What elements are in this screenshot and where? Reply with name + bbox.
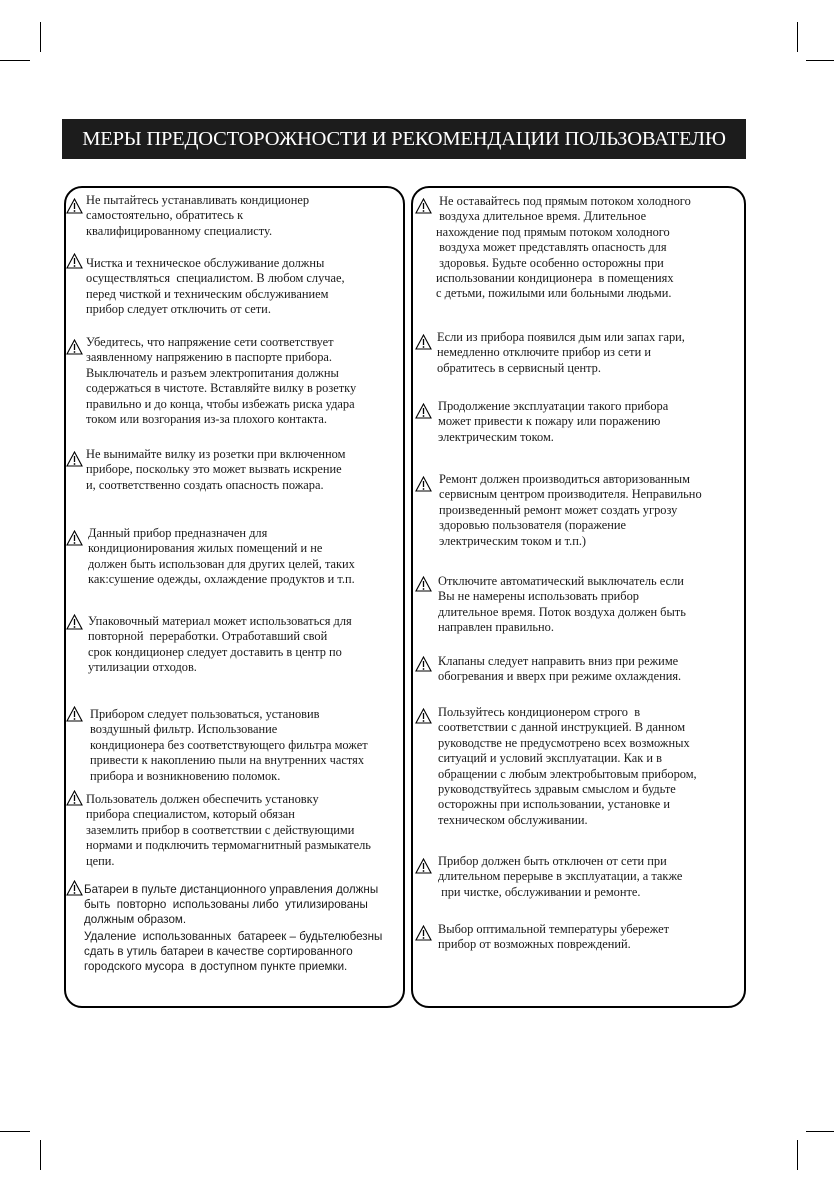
precaution-note: Продолжение эксплуатации такого прибора может привести к пожару или поражению электрическим током. [438,399,669,444]
warning-triangle-icon [415,708,432,724]
precaution-note: Батареи в пульте дистанционного управления должны быть повторно использованы либо утилизированы должным образом. [84,883,379,926]
precaution-note: Чистка и техническое обслуживание должны осуществляться специалистом. В любом случае, перед чисткой и техническим обслуживанием прибор следует отключить от сети. [86,256,345,317]
precaution-note: Данный прибор предназначен для кондиционирования жилых помещений и не должен быть использован для других целей, таких как:сушение одежды, охлаждение продуктов и т.п. [88,526,355,587]
precaution-note: Не пытайтесь устанавливать кондиционер самостоятельно, обратитесь к квалифицированному специалисту. [86,193,310,238]
warning-triangle-icon [66,880,83,896]
crop-mark [797,1140,798,1170]
battery-disposal-note: Удаление использованных батареек – будьтелюбезны сдать в утиль батареи в качестве сортированного городского мусора в доступном пункте приемки. [84,930,383,973]
warning-triangle-icon [66,253,83,269]
crop-mark [806,60,834,61]
warning-triangle-icon [415,858,432,874]
page-title-banner [62,119,746,159]
crop-mark [806,1131,834,1132]
crop-mark [40,1140,41,1170]
precaution-note: Пользователь должен обеспечить установку прибора специалистом, который обязан заземлить прибор в соответствии с действующими нормами и подключить термомагнитный размыкатель цепи. [86,792,371,868]
crop-mark [797,22,798,52]
warning-triangle-icon [66,706,83,722]
warning-triangle-icon [415,476,432,492]
precaution-note: Клапаны следует направить вниз при режиме обогревания и вверх при режиме охлаждения. [438,654,682,684]
precaution-note: Прибором следует пользоваться, установив воздушный фильтр. Использование кондиционера без соответствующего фильтра может привести к накоплению пыли на внутренних частях прибора и возникновению поломок. [90,707,368,783]
crop-mark [0,1131,30,1132]
warning-triangle-icon [66,198,83,214]
warning-triangle-icon [415,403,432,419]
precaution-note: Отключите автоматический выключатель если Вы не намерены использовать прибор длительное время. Поток воздуха должен быть направлен правильно. [438,574,686,635]
crop-mark [40,22,41,52]
precaution-note: Не вынимайте вилку из розетки при включенном приборе, поскольку это может вызвать искрение и, соответственно создать опасность пожара. [86,447,346,492]
precaution-note: Не оставайтесь под прямым потоком холодного воздуха длительное время. Длительное нахождение под прямым потоком холодного воздуха может представлять опасность для здоровья. Будьте особенно осторожны при использовании кондиционера в помещениях с детьми, пожилыми или больными людьми. [436,194,691,301]
precaution-note: Упаковочный материал может использоваться для повторной переработки. Отработавший свой срок кондиционер следует доставить в центр по утилизации отходов. [88,614,352,675]
warning-triangle-icon [415,656,432,672]
warning-triangle-icon [415,334,432,350]
precaution-note: Если из прибора появился дым или запах гари, немедленно отключите прибор из сети и обратитесь в сервисный центр. [437,330,685,375]
precaution-note: Пользуйтесь кондиционером строго в соответствии с данной инструкцией. В данном руководстве не предусмотрено всех возможных ситуаций и условий эксплуатации. Как и в обращении с любым электробытовым прибором, руководствуйтесь здравым смыслом и будьте осторожны при использовании, установке и техническом обслуживании. [438,705,697,827]
warning-triangle-icon [415,198,432,214]
page-title: МЕРЫ ПРЕДОСТОРОЖНОСТИ И РЕКОМЕНДАЦИИ ПОЛЬЗОВАТЕЛЮ [82,127,726,150]
warning-triangle-icon [66,339,83,355]
precaution-note: Убедитесь, что напряжение сети соответствует заявленному напряжению в паспорте прибора. Выключатель и разъем электропитания должны содержаться в чистоте. Вставляйте вилку в розетку правильно и до конца, чтобы избежать риска удара током или возгорания из-за плохого контакта. [86,335,357,427]
warning-triangle-icon [66,530,83,546]
precaution-note: Прибор должен быть отключен от сети при длительном перерыве в эксплуатации, а также при чистке, обслуживании и ремонте. [438,854,683,899]
precaution-note: Выбор оптимальной температуры убережет прибор от возможных повреждений. [438,922,670,952]
warning-triangle-icon [66,790,83,806]
warning-triangle-icon [66,614,83,630]
precaution-note: Ремонт должен производиться авторизованным сервисным центром производителя. Неправильно произведенный ремонт может создать угрозу здоровью пользователя (поражение электрическим током и т.п.) [439,472,702,548]
warning-triangle-icon [415,925,432,941]
crop-mark [0,60,30,61]
warning-triangle-icon [66,451,83,467]
warning-triangle-icon [415,576,432,592]
